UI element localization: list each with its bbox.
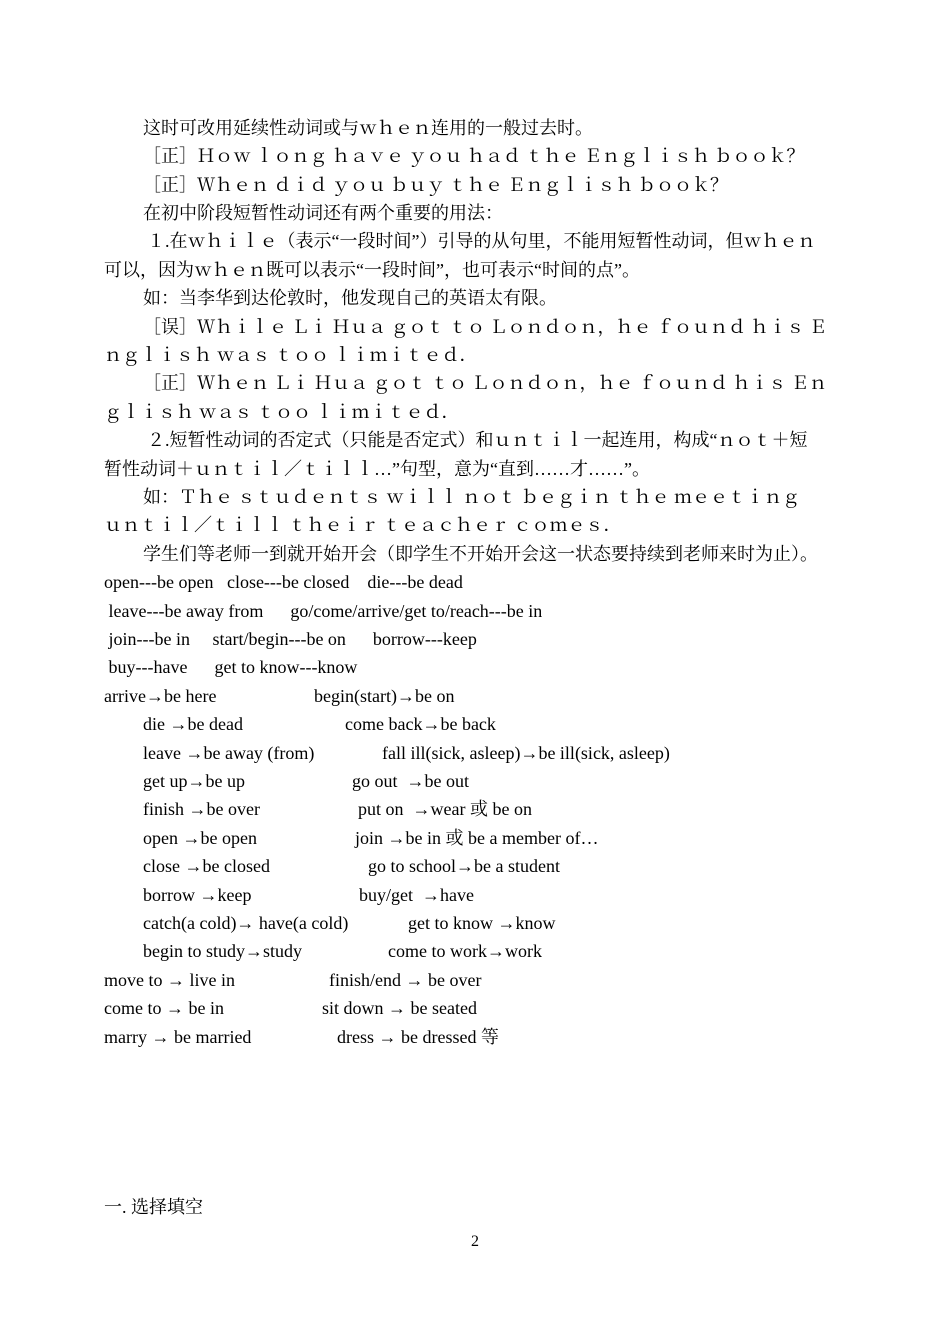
verb-conversion-left: begin to study→study <box>143 941 303 961</box>
verb-conversion-left: move to → live in <box>104 970 235 990</box>
verb-conversion-right: begin(start)→be on <box>314 686 455 706</box>
rule-2-line-1: ２.短暂性动词的否定式（只能是否定式）和ｕｎｔｉｌ一起连用，构成“ｎｏｔ＋短 <box>147 430 808 450</box>
example-sentence-wrong-line-2: ｎｇｌｉｓｈ ｗａｓ ｔｏｏ ｌｉｍｉｔｅｄ． <box>104 345 478 365</box>
verb-conversion-right: get to know →know <box>408 913 556 933</box>
verb-conversion-right: put on →wear 或 be on <box>358 799 532 819</box>
verb-pair-line: join---be in start/begin---be on borrow---keep <box>104 629 477 649</box>
verb-conversion-right: finish/end → be over <box>329 970 482 990</box>
verb-conversion-left: marry → be married <box>104 1027 252 1047</box>
paragraph-text: 这时可改用延续性动词或与ｗｈｅｎ连用的一般过去时。 <box>143 118 593 138</box>
page-number: 2 <box>471 1233 479 1250</box>
verb-conversion-left: borrow →keep <box>143 885 252 905</box>
verb-conversion-right: fall ill(sick, asleep)→be ill(sick, asleep) <box>382 743 670 763</box>
verb-conversion-right: buy/get →have <box>359 885 474 905</box>
example-sentence-line-2: ｕｎｔｉｌ／ｔｉｌｌ ｔｈｅｉｒ ｔｅａｃｈｅｒ ｃｏｍｅｓ． <box>104 515 622 535</box>
verb-conversion-left: close →be closed <box>143 856 270 876</box>
verb-conversion-right: go out →be out <box>352 771 469 791</box>
verb-conversion-left: catch(a cold)→ have(a cold) <box>143 913 349 933</box>
example-sentence-correct: ［正］Ｈｏｗ ｌｏｎｇ ｈａｖｅ ｙｏｕ ｈａｄ ｔｈｅ Ｅｎｇｌｉｓｈ ｂｏｏｋ？ <box>143 146 805 166</box>
rule-1-line-2: 可以，因为ｗｈｅｎ既可以表示“一段时间”，也可表示“时间的点”。 <box>104 260 640 280</box>
example-sentence-line-1: 如：Ｔｈｅ ｓｔｕｄｅｎｔｓ ｗｉｌｌ ｎｏｔ ｂｅｇｉｎ ｔｈｅ ｍｅｅｔｉｎｇ <box>143 487 800 507</box>
paragraph-text: 在初中阶段短暂性动词还有两个重要的用法： <box>143 203 503 223</box>
verb-pair-line: open---be open close---be closed die---be dead <box>104 572 463 592</box>
verb-conversion-left: finish →be over <box>143 799 260 819</box>
verb-conversion-left: come to → be in <box>104 998 224 1018</box>
example-translation: 学生们等老师一到就开始开会（即学生不开始开会这一状态要持续到老师来时为止）。 <box>143 544 818 564</box>
verb-conversion-left: open →be open <box>143 828 257 848</box>
verb-conversion-right: come to work→work <box>388 941 542 961</box>
verb-conversion-right: come back→be back <box>345 714 496 734</box>
verb-conversion-right: dress → be dressed 等 <box>337 1027 499 1047</box>
verb-pair-line: leave---be away from go/come/arrive/get to/reach---be in <box>104 601 543 621</box>
verb-conversion-right: join →be in 或 be a member of… <box>355 828 599 848</box>
example-sentence-correct: ［正］Ｗｈｅｎ ｄｉｄ ｙｏｕ ｂｕｙ ｔｈｅ Ｅｎｇｌｉｓｈ ｂｏｏｋ？ <box>143 175 728 195</box>
verb-conversion-right: sit down → be seated <box>322 998 477 1018</box>
example-sentence-correct-line-1: ［正］Ｗｈｅｎ Ｌｉ Ｈｕａ ｇｏｔ ｔｏ Ｌｏｎｄｏｎ，ｈｅ ｆｏｕｎｄ ｈｉｓ Ｅｎ <box>143 373 827 393</box>
section-heading: 一. 选择填空 <box>104 1197 203 1217</box>
verb-conversion-left: get up→be up <box>143 771 245 791</box>
verb-pair-line: buy---have get to know---know <box>104 657 358 677</box>
example-intro: 如：当李华到达伦敦时，他发现自己的英语太有限。 <box>143 288 557 308</box>
example-sentence-correct-line-2: ｇｌｉｓｈ ｗａｓ ｔｏｏ ｌｉｍｉｔｅｄ． <box>104 402 460 422</box>
verb-conversion-left: leave →be away (from) <box>143 743 315 763</box>
example-sentence-wrong-line-1: ［误］Ｗｈｉｌｅ Ｌｉ Ｈｕａ ｇｏｔ ｔｏ Ｌｏｎｄｏｎ，ｈｅ ｆｏｕｎｄ ｈｉｓ Ｅ <box>143 317 827 337</box>
verb-conversion-left: die →be dead <box>143 714 243 734</box>
rule-1-line-1: １.在ｗｈｉｌｅ（表示“一段时间”）引导的从句里，不能用短暂性动词，但ｗｈｅｎ <box>147 231 816 251</box>
verb-conversion-left: arrive→be here <box>104 686 217 706</box>
verb-conversion-right: go to school→be a student <box>368 856 560 876</box>
rule-2-line-2: 暂性动词＋ｕｎｔｉｌ／ｔｉｌｌ…”句型，意为“直到……才……”。 <box>104 459 650 479</box>
